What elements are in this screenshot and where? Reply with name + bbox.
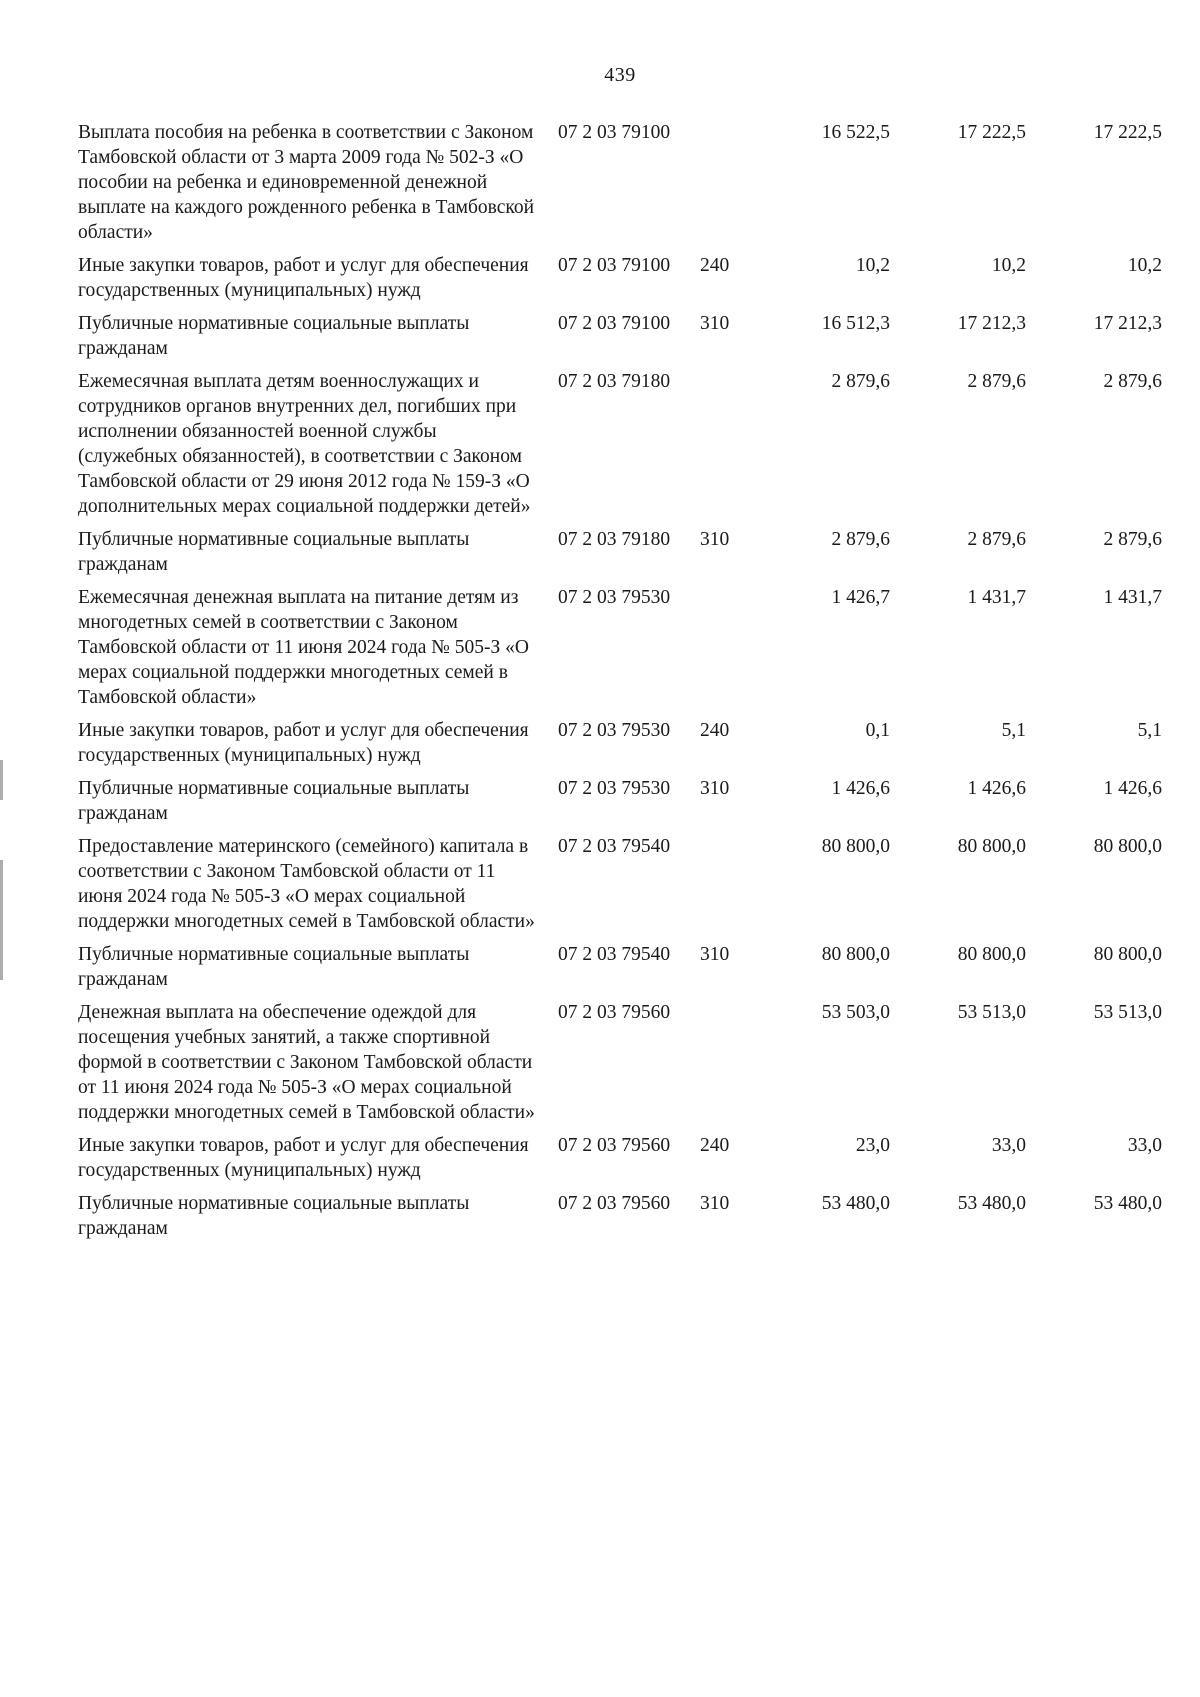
- row-value-year-3: 17 222,5: [1093, 122, 1162, 143]
- row-name: Ежемесячная выплата детям военнослужащих и сотрудников органов внутренних дел, погибших при исполнении обязанностей военной службы (служебных обязанностей), в соответствии с Законом Тамбовской области от 29 июня 2012 года № 159-З «О дополнительных мерах социальной поддержки детей»: [78, 371, 531, 517]
- row-value-year-1: 53 503,0: [821, 1002, 890, 1023]
- row-value-year-3: 80 800,0: [1093, 836, 1162, 857]
- row-value-year-2: 53 480,0: [957, 1193, 1026, 1214]
- table-row: [78, 1133, 1162, 1191]
- row-target-code: 07 2 03 79540: [558, 944, 671, 965]
- row-value-year-3: 33,0: [1127, 1135, 1162, 1156]
- row-value-year-2: 80 800,0: [957, 836, 1026, 857]
- row-value-year-2: 17 212,3: [957, 313, 1026, 334]
- row-value-year-2: 17 222,5: [957, 122, 1026, 143]
- row-value-year-1: 80 800,0: [821, 836, 890, 857]
- row-name: Публичные нормативные социальные выплаты гражданам: [78, 944, 470, 990]
- table-row: [78, 942, 1162, 1000]
- row-value-year-1: 16 522,5: [821, 122, 890, 143]
- row-name: Публичные нормативные социальные выплаты гражданам: [78, 1193, 470, 1239]
- scan-edge-mark: [0, 860, 3, 980]
- table-body: [78, 120, 1162, 1249]
- row-name: Иные закупки товаров, работ и услуг для обеспечения государственных (муниципальных) нужд: [78, 255, 529, 301]
- row-value-year-2: 10,2: [991, 255, 1026, 276]
- row-target-code: 07 2 03 79180: [558, 371, 671, 392]
- row-target-code: 07 2 03 79530: [558, 720, 671, 741]
- row-target-code: 07 2 03 79530: [558, 778, 671, 799]
- row-value-year-3: 53 480,0: [1093, 1193, 1162, 1214]
- table-row: [78, 1191, 1162, 1249]
- row-expense-type: 240: [700, 255, 730, 276]
- row-target-code: 07 2 03 79100: [558, 122, 671, 143]
- row-target-code: 07 2 03 79540: [558, 836, 671, 857]
- row-expense-type: 310: [700, 778, 730, 799]
- row-value-year-1: 53 480,0: [821, 1193, 890, 1214]
- table-row: [78, 585, 1162, 718]
- row-value-year-1: 80 800,0: [821, 944, 890, 965]
- row-value-year-3: 1 426,6: [1103, 778, 1162, 799]
- row-value-year-2: 80 800,0: [957, 944, 1026, 965]
- row-expense-type: [700, 120, 754, 253]
- row-value-year-3: 53 513,0: [1093, 1002, 1162, 1023]
- row-name: Иные закупки товаров, работ и услуг для обеспечения государственных (муниципальных) нужд: [78, 1135, 529, 1181]
- row-value-year-1: 0,1: [865, 720, 890, 741]
- row-expense-type: 310: [700, 313, 730, 334]
- row-name: Денежная выплата на обеспечение одеждой для посещения учебных занятий, а также спортивной формой в соответствии с Законом Тамбовской области от 11 июня 2024 года № 505-З «О мерах социальной поддержки многодетных семей в Тамбовской области»: [78, 1002, 535, 1123]
- row-name: Публичные нормативные социальные выплаты гражданам: [78, 313, 470, 359]
- row-value-year-1: 10,2: [855, 255, 890, 276]
- row-value-year-3: 2 879,6: [1103, 529, 1162, 550]
- row-target-code: 07 2 03 79180: [558, 529, 671, 550]
- row-value-year-2: 2 879,6: [967, 529, 1026, 550]
- row-name: Публичные нормативные социальные выплаты гражданам: [78, 529, 470, 575]
- row-value-year-3: 17 212,3: [1093, 313, 1162, 334]
- row-value-year-3: 5,1: [1137, 720, 1162, 741]
- row-value-year-1: 16 512,3: [821, 313, 890, 334]
- row-value-year-3: 1 431,7: [1103, 587, 1162, 608]
- row-target-code: 07 2 03 79560: [558, 1135, 671, 1156]
- row-target-code: 07 2 03 79100: [558, 255, 671, 276]
- row-value-year-1: 2 879,6: [831, 529, 890, 550]
- row-expense-type: 310: [700, 529, 730, 550]
- table-row: [78, 776, 1162, 834]
- table-row: [78, 1000, 1162, 1133]
- row-name: Ежемесячная денежная выплата на питание детям из многодетных семей в соответствии с Законом Тамбовской области от 11 июня 2024 года № 505-З «О мерах социальной поддержки многодетных семей в Тамбовской области»: [78, 587, 529, 708]
- row-target-code: 07 2 03 79560: [558, 1002, 671, 1023]
- row-expense-type: 310: [700, 1193, 730, 1214]
- row-name: Предоставление материнского (семейного) капитала в соответствии с Законом Тамбовской области от 11 июня 2024 года № 505-З «О мерах социальной поддержки многодетных семей в Тамбовской области»: [78, 836, 535, 932]
- row-name: Иные закупки товаров, работ и услуг для обеспечения государственных (муниципальных) нужд: [78, 720, 529, 766]
- row-value-year-2: 1 431,7: [967, 587, 1026, 608]
- page-number: 439: [604, 64, 636, 86]
- row-name: Публичные нормативные социальные выплаты гражданам: [78, 778, 470, 824]
- row-value-year-3: 80 800,0: [1093, 944, 1162, 965]
- row-value-year-2: 33,0: [991, 1135, 1026, 1156]
- row-value-year-2: 53 513,0: [957, 1002, 1026, 1023]
- row-target-code: 07 2 03 79560: [558, 1193, 671, 1214]
- row-value-year-1: 1 426,6: [831, 778, 890, 799]
- row-value-year-2: 5,1: [1001, 720, 1026, 741]
- table-row: [78, 120, 1162, 253]
- table-row: [78, 527, 1162, 585]
- table-row: [78, 718, 1162, 776]
- row-value-year-2: 2 879,6: [967, 371, 1026, 392]
- row-expense-type: 240: [700, 720, 730, 741]
- row-value-year-3: 2 879,6: [1103, 371, 1162, 392]
- row-expense-type: [700, 369, 754, 527]
- table-row: [78, 369, 1162, 527]
- row-value-year-1: 23,0: [855, 1135, 890, 1156]
- table-row: [78, 834, 1162, 942]
- scan-edge-mark: [0, 760, 3, 800]
- row-expense-type: 310: [700, 944, 730, 965]
- budget-table: [78, 120, 1162, 1249]
- row-value-year-3: 10,2: [1127, 255, 1162, 276]
- row-name: Выплата пособия на ребенка в соответствии с Законом Тамбовской области от 3 марта 2009 года № 502-З «О пособии на ребенка и единовременной денежной выплате на каждого рожденного ребенка в Тамбовской области»: [78, 122, 535, 243]
- row-value-year-1: 2 879,6: [831, 371, 890, 392]
- row-value-year-1: 1 426,7: [831, 587, 890, 608]
- row-value-year-2: 1 426,6: [967, 778, 1026, 799]
- row-expense-type: [700, 1000, 754, 1133]
- table-row: [78, 253, 1162, 311]
- table-row: [78, 311, 1162, 369]
- row-expense-type: [700, 834, 754, 942]
- row-target-code: 07 2 03 79530: [558, 587, 671, 608]
- row-expense-type: 240: [700, 1135, 730, 1156]
- row-target-code: 07 2 03 79100: [558, 313, 671, 334]
- row-expense-type: [700, 585, 754, 718]
